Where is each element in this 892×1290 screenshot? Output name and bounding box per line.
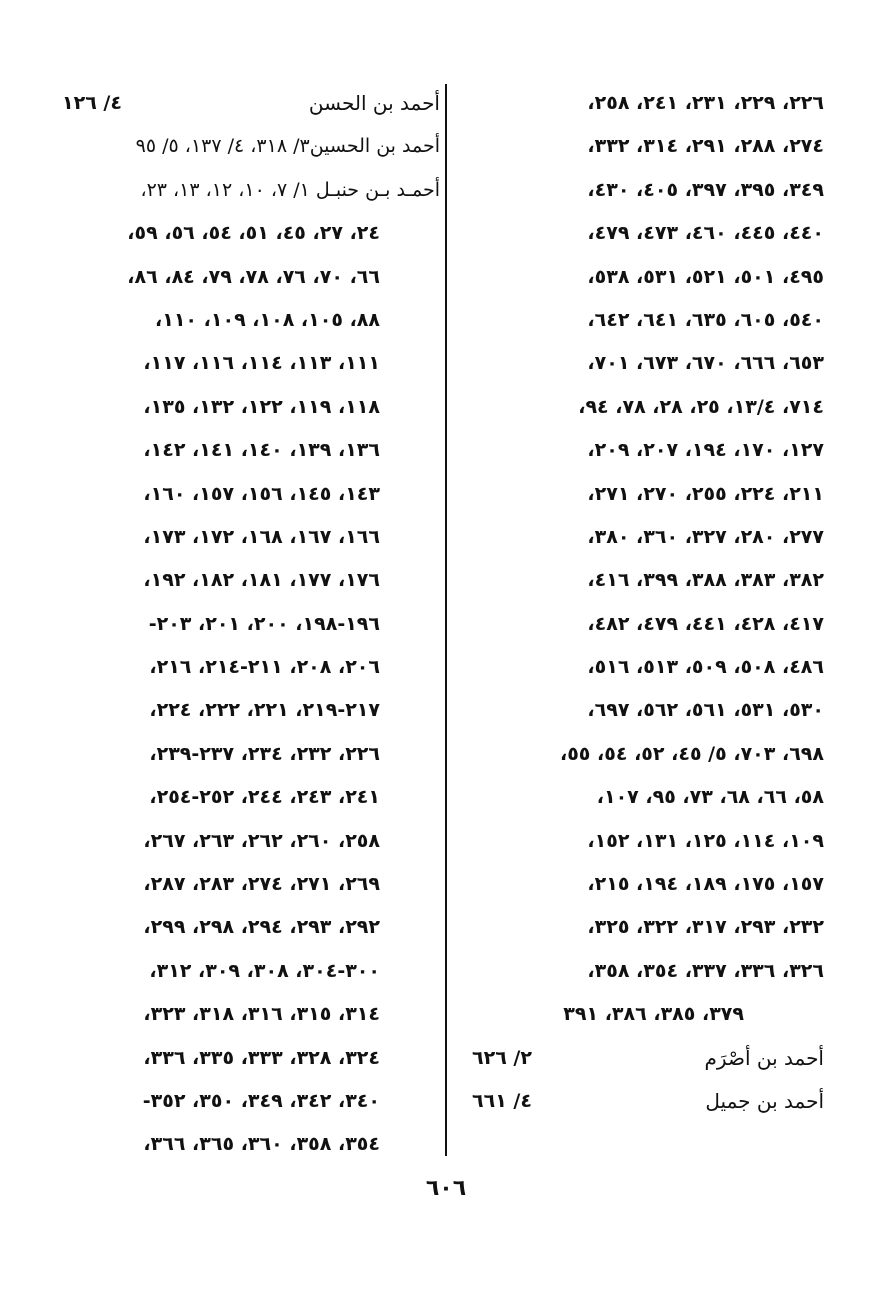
index-line: ٨٨، ١٠٥، ١٠٨، ١٠٩، ١١٠، — [155, 308, 380, 331]
index-entry — [62, 82, 440, 125]
index-line: ٢٥٨، ٢٦٠، ٢٦٢، ٢٦٣، ٢٦٧، — [143, 829, 380, 852]
index-line: ٦٥٣، ٦٦٦، ٦٧٠، ٦٧٣، ٧٠١، — [587, 352, 824, 375]
column-divider — [445, 84, 447, 1156]
index-line: ٦٦، ٧٠، ٧٦، ٧٨، ٧٩، ٨٤، ٨٦، — [127, 265, 380, 288]
entry-name: أحمد بن جميل — [705, 1088, 824, 1113]
index-line: ١٩٦-١٩٨، ٢٠٠، ٢٠١، ٢٠٣- — [148, 612, 380, 635]
index-line: ٢١٧-٢١٩، ٢٢١، ٢٢٢، ٢٢٤، — [149, 699, 380, 722]
index-line: ١٤٣، ١٤٥، ١٥٦، ١٥٧، ١٦٠، — [143, 482, 380, 505]
index-line: ٢٦٩، ٢٧١، ٢٧٤، ٢٨٣، ٢٨٧، — [143, 873, 380, 896]
index-line: ٢١١، ٢٢٤، ٢٥٥، ٢٧٠، ٢٧١، — [587, 482, 824, 505]
index-line: ٥٣٠، ٥٣١، ٥٦١، ٥٦٢، ٦٩٧، — [587, 699, 824, 722]
index-line: ١١١، ١١٣، ١١٤، ١١٦، ١١٧، — [143, 352, 380, 375]
index-line: ٥٨، ٦٦، ٦٨، ٧٣، ٩٥، ١٠٧، — [596, 786, 824, 809]
index-line: ٢٢٦، ٢٢٩، ٢٣١، ٢٤١، ٢٥٨، — [587, 92, 824, 114]
index-line: ٢٧٧، ٢٨٠، ٣٢٧، ٣٦٠، ٣٨٠، — [587, 525, 824, 548]
entry-reference: ٤/ ١٢٦ — [62, 92, 122, 114]
right-column — [452, 82, 824, 1123]
index-line: ٤٩٥، ٥٠١، ٥٢١، ٥٣١، ٥٣٨، — [587, 265, 824, 288]
index-line: ٧١٤، ١٣/٤، ٢٥، ٢٨، ٧٨، ٩٤، — [578, 395, 824, 418]
index-line: ٢٢٦، ٢٣٢، ٢٣٤، ٢٣٧-٢٣٩، — [149, 742, 380, 765]
index-line: ٢٧٤، ٢٨٨، ٢٩١، ٣١٤، ٣٣٢، — [587, 135, 824, 158]
index-line: ١٢٧، ١٧٠، ١٩٤، ٢٠٧، ٢٠٩، — [587, 439, 824, 462]
index-entry — [452, 1037, 824, 1080]
index-line: ٣٠٠-٣٠٤، ٣٠٨، ٣٠٩، ٣١٢، — [149, 959, 380, 982]
index-line: ٣٢٤، ٣٢٨، ٣٣٣، ٣٣٥، ٣٣٦، — [143, 1046, 380, 1069]
index-line: ٣٤٠، ٣٤٢، ٣٤٩، ٣٥٠، ٣٥٢- — [142, 1089, 380, 1112]
index-line: ٢٣٢، ٢٩٣، ٣١٧، ٣٢٢، ٣٢٥، — [587, 916, 824, 939]
index-line: ٤١٧، ٤٢٨، ٤٤١، ٤٧٩، ٤٨٢، — [587, 612, 824, 635]
entry-reference: ٢/ ٦٢٦ — [472, 1046, 532, 1069]
entry-reference: ٤/ ٦٦١ — [472, 1089, 532, 1112]
page-number: ٦٠٦ — [425, 1176, 467, 1201]
index-line: ٦٩٨، ٧٠٣، ٥/ ٤٥، ٥٢، ٥٤، ٥٥، — [559, 742, 824, 765]
index-line: ٢٤، ٢٧، ٤٥، ٥١، ٥٤، ٥٦، ٥٩، — [127, 222, 380, 245]
index-entry-line: أحمد بن الحسين٣/ ٣١٨، ٤/ ١٣٧، ٥/ ٩٥ — [135, 135, 440, 158]
index-line: ٤٤٠، ٤٤٥، ٤٦٠، ٤٧٣، ٤٧٩، — [587, 222, 824, 245]
index-entry-line: أحمـد بـن حنبـل ١/ ٧، ١٠، ١٢، ١٣، ٢٣، — [140, 178, 440, 201]
index-line: ٢٤١، ٢٤٣، ٢٤٤، ٢٥٢-٢٥٤، — [149, 786, 380, 809]
left-column — [62, 82, 440, 1167]
index-line: ١٧٦، ١٧٧، ١٨١، ١٨٢، ١٩٢، — [143, 569, 380, 592]
index-line: ١٠٩، ١١٤، ١٢٥، ١٣١، ١٥٢، — [587, 829, 824, 852]
index-line: ١١٨، ١١٩، ١٢٢، ١٣٢، ١٣٥، — [143, 395, 380, 418]
index-line: ٣٥٤، ٣٥٨، ٣٦٠، ٣٦٥، ٣٦٦، — [143, 1133, 380, 1156]
entry-name: أحمد بن أصْرَم — [704, 1045, 824, 1070]
index-line: ٣٨٢، ٣٨٣، ٣٨٨، ٣٩٩، ٤١٦، — [587, 569, 824, 592]
index-line: ٣٢٦، ٣٣٦، ٣٣٧، ٣٥٤، ٣٥٨، — [587, 959, 824, 982]
index-line: ٣٤٩، ٣٩٥، ٣٩٧، ٤٠٥، ٤٣٠، — [587, 178, 824, 201]
index-line: ٢٩٢، ٢٩٣، ٢٩٤، ٢٩٨، ٢٩٩، — [143, 916, 380, 939]
index-entry — [452, 1080, 824, 1123]
index-line: ٥٤٠، ٦٠٥، ٦٣٥، ٦٤١، ٦٤٢، — [587, 308, 824, 331]
index-line: ٤٨٦، ٥٠٨، ٥٠٩، ٥١٣، ٥١٦، — [587, 656, 824, 679]
index-line: ٢٠٦، ٢٠٨، ٢١١-٢١٤، ٢١٦، — [149, 656, 380, 679]
index-line: ١٦٦، ١٦٧، ١٦٨، ١٧٢، ١٧٣، — [143, 525, 380, 548]
index-line: ٣١٤، ٣١٥، ٣١٦، ٣١٨، ٣٢٣، — [143, 1003, 380, 1026]
index-line: ٣٧٩، ٣٨٥، ٣٨٦، ٣٩١ — [563, 1003, 744, 1026]
index-line: ١٣٦، ١٣٩، ١٤٠، ١٤١، ١٤٢، — [143, 439, 380, 462]
index-line: ١٥٧، ١٧٥، ١٨٩، ١٩٤، ٢١٥، — [587, 873, 824, 896]
entry-name: أحمد بن الحسن — [308, 91, 440, 115]
